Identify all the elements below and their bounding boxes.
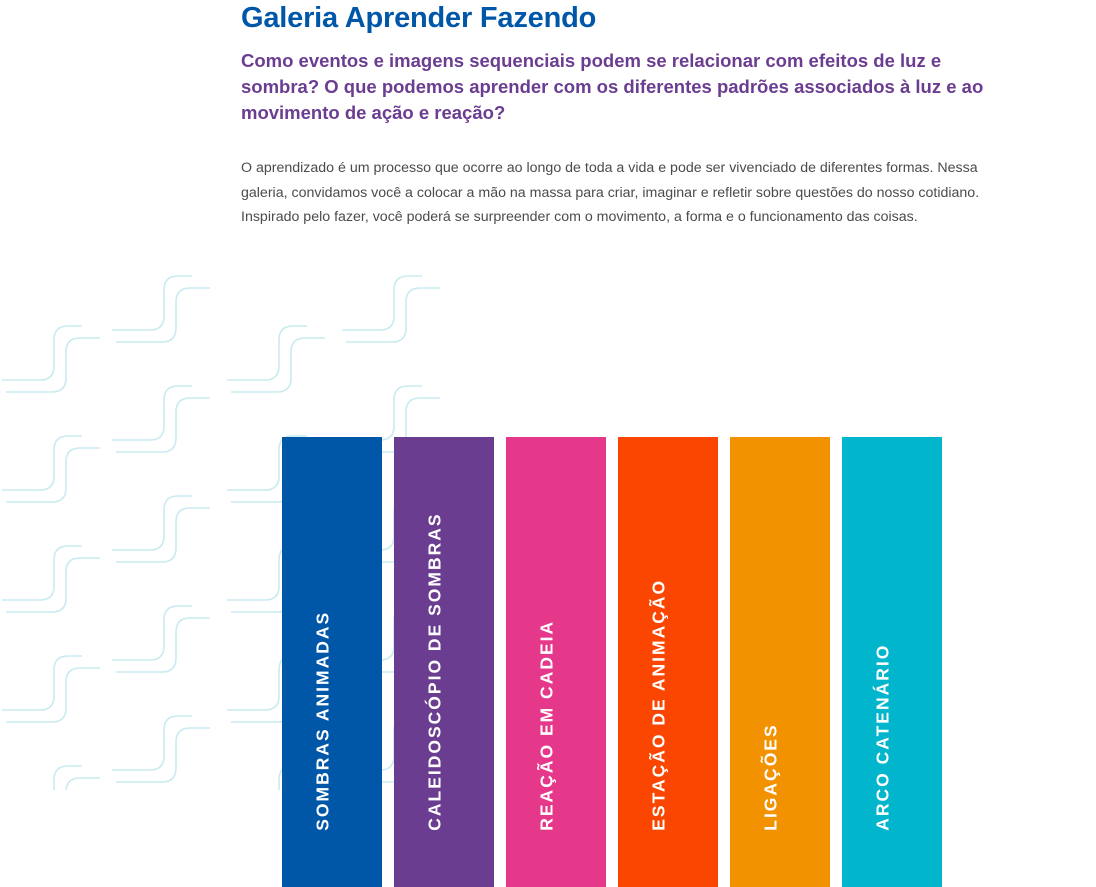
page-description: O aprendizado é um processo que ocorre ao longo de toda a vida e pode ser vivenciado de diferentes formas. Nessa galeria, convidamos você a colocar a mão na massa para criar, imaginar e refletir sobre questões do nosso cotidiano. Inspirado pelo fazer, você poderá se surpreender com o movimento, a forma e o funcionamento das coisas.	[241, 160, 980, 225]
card-ligacoes[interactable]	[730, 437, 830, 887]
card-sombras-animadas[interactable]	[282, 437, 382, 887]
decorative-wave-shape	[112, 606, 210, 672]
card-label: ESTAÇÃO DE ANIMAÇÃO	[648, 578, 669, 831]
decorative-wave-shape	[342, 276, 440, 342]
decorative-wave-shape	[112, 716, 210, 782]
decorative-wave-shape	[112, 496, 210, 562]
decorative-wave-shape	[112, 276, 210, 342]
decorative-wave-shape	[227, 326, 325, 392]
gallery-cards	[282, 437, 942, 887]
decorative-wave-shape	[2, 546, 100, 612]
page-title: Galeria Aprender Fazendo	[241, 2, 597, 34]
decorative-wave-shape	[112, 386, 210, 452]
decorative-wave-shape	[2, 766, 100, 790]
card-label: CALEIDOSCÓPIO DE SOMBRAS	[424, 511, 445, 831]
decorative-wave-shape	[2, 656, 100, 722]
decorative-wave-shape	[2, 436, 100, 502]
card-caleidoscopio-de-sombras[interactable]	[394, 437, 494, 887]
card-estacao-de-animacao[interactable]	[618, 437, 718, 887]
decorative-wave-shape	[2, 326, 100, 392]
card-label: ARCO CATENÁRIO	[872, 643, 893, 831]
card-label: SOMBRAS ANIMADAS	[312, 610, 333, 831]
card-label: LIGAÇÕES	[760, 722, 781, 831]
card-reacao-em-cadeia[interactable]	[506, 437, 606, 887]
page-subtitle: Como eventos e imagens sequenciais podem se relacionar com efeitos de luz e sombra? O que podemos aprender com os diferentes padrões associados à luz e ao movimento de ação e reação?	[241, 50, 984, 123]
card-arco-catenario[interactable]	[842, 437, 942, 887]
card-label: REAÇÃO EM CADEIA	[536, 619, 557, 831]
